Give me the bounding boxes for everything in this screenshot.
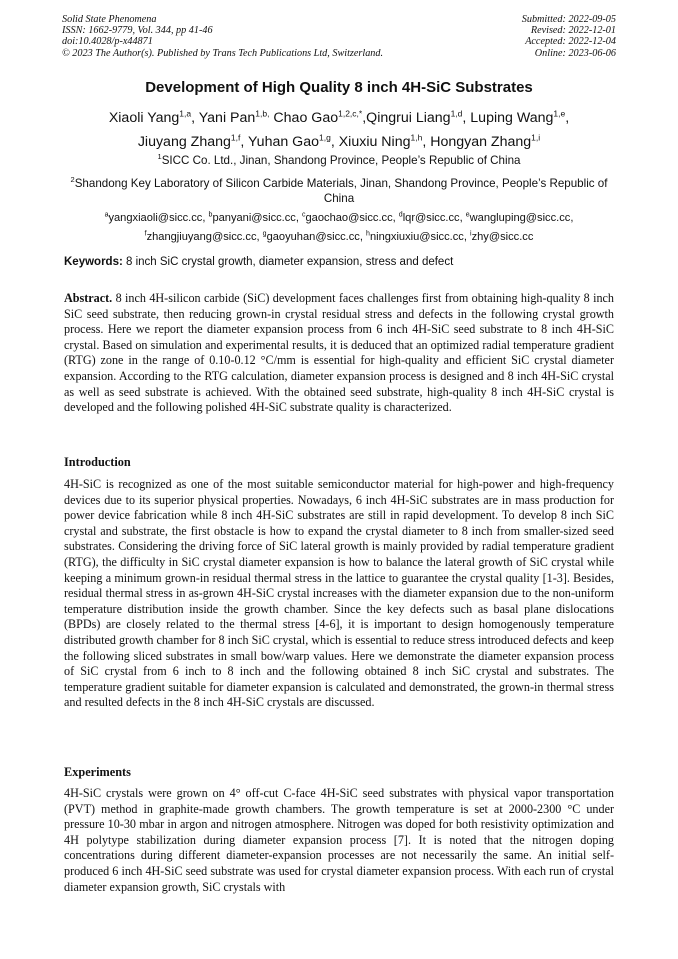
submitted-date: Submitted: 2022-09-05 [521,14,616,25]
experiments-paragraph: 4H-SiC crystals were grown on 4° off-cut C-face 4H-SiC seed substrates with physical vapor transportation (PVT) method in graphite-made growth chambers. The growth temperature is set at 2000-2300 °C under pressure 10-30 mbar in argon and nitrogen atmosphere. Nitrogen was doped for both resistivity optimization and 4H polytype stabilization during diameter expansion process [7]. It is noted that the nitrogen doping concentrations during different diameter-expansion processes are not necessarily the same. An initial self-produced 6 inch 4H-SiC seed substrate was used for crystal diameter expansion process. With each run of crystal diameter expansion growth, SiC crystals with [64,786,614,894]
journal-header-left [62,14,383,59]
author: Yani Pan$^{1,b,}$ [198,108,270,126]
affiliation-1: $^1$SICC Co. Ltd., Jinan, Shandong Province, People’s Republic of China [157,152,521,167]
journal-issn: ISSN: 1662-9779, Vol. 344, pp 41-46 [62,25,213,37]
email: $^g$gaoyuhan@sicc.cc, [262,230,367,243]
author: Qingrui Liang$^{1,d}$, [366,108,471,126]
author: Xiuxiu Ning$^{1,h}$, [338,132,431,150]
keywords-text: 8 inch SiC crystal growth, diameter expansion, stress and defect [126,256,454,268]
keywords [64,256,614,268]
author: Xiaoli Yang$^{1,a}$, [108,108,199,126]
revised-date: Revised: 2022-12-01 [530,25,616,37]
introduction-paragraph: 4H-SiC is recognized as one of the most suitable semiconductor material for high-power and high-frequency devices due to its superior physical properties. Nowadays, 6 inch 4H-SiC substrates are in mass production for power device fabrication while 8 inch 4H-SiC substrates are still in rapid development. To develop 8 inch SiC crystal and substrate, the first obstacle is how to expand the crystal diameter to 8 inch from smaller-sized seed substrates. Considering the driving force of SiC lateral growth is mainly provided by radial temperature gradient (RTG), the difficulty in SiC crystal diameter expansion is how to balance the lateral growth of SiC crystal while keeping a minimum grown-in residual thermal stress in the lattice to guarantee the crystal quality [1-3]. Besides, residual thermal stress in as-grown 4H-SiC crystal increases with the diameter expansion due to the non-uniform temperature distribution inside the growth chamber. Since the key defects such as basal plane dislocations (BPDs) are closely related to the thermal stress [4-6], it is important to design homogenously temperature distributed growth chamber for 8 inch SiC crystal, which is essential to reduce stress introduced defects and keep the following sliced substrates in small bow/warp values. Here we demonstrate the diameter expansion process of SiC crystal from 6 inch to 8 inch and the following obtained 8 inch SiC crystal and substrates. The temperature gradient suitable for diameter expansion is calculated and demonstrated, the grown-in thermal stress and resulted defects in the 8 inch 4H-SiC crystals are discussed. [64,477,614,710]
email: $^d$lqr@sicc.cc, [398,211,466,224]
author: Chao Gao$^{1,2,c,*}$, [273,108,367,126]
section-heading-experiments: Experiments [64,765,131,779]
journal-name: Solid State Phenomena [62,14,157,25]
email: $^i$zhy@sicc.cc [470,230,534,243]
email: $^e$wangluping@sicc.cc, [465,211,574,224]
author: Luping Wang$^{1,e}$, [470,108,570,126]
journal-header-right [522,14,616,59]
online-date: Online: 2023-06-06 [534,47,616,59]
section-heading-introduction: Introduction [64,455,131,469]
abstract-text: 8 inch 4H-silicon carbide (SiC) development faces challenges first from obtaining high-quality 8 inch SiC seed substrate, then reducing grown-in crystal residual stress and defects in the following crystal growth process. Here we report the diameter expansion process from 6 inch 4H-SiC seed substrate to 8 inch 4H-SiC crystal. Based on simulation and experimental results, it is deduced that an optimized radial temperature gradient (RTG) zone in the range of 0.10-0.12 °C/mm is essential for high-quality and efficient SiC crystal diameter expansion. According to the RTG calculation, diameter expansion process is designed and 8 inch 4H-SiC crystal as well as seed substrate is achieved. With the obtained seed substrate, high-quality 8 inch 4H-SiC crystal is developed and the following polished 4H-SiC substrate quality is characterized. [64,291,614,415]
email: $^h$ningxiuxiu@sicc.cc, [366,230,470,243]
email: $^c$gaochao@sicc.cc, [302,211,399,224]
email: $^f$zhangjiuyang@sicc.cc, [144,230,263,243]
email: $^a$yangxiaoli@sicc.cc, [104,211,209,224]
email-list [64,207,614,245]
affiliation-2: $^2$Shandong Key Laboratory of Silicon Carbide Materials, Jinan, Shandong Province, People’s Republic of China [70,175,608,206]
journal-doi: doi:10.4028/p-x44871 [62,36,153,48]
keywords-label: Keywords: [64,256,123,268]
paper-title: Development of High Quality 8 inch 4H-SiC Substrates [145,79,533,96]
email: $^b$panyani@sicc.cc, [208,211,303,224]
abstract-label: Abstract. [64,291,113,305]
accepted-date: Accepted: 2022-12-04 [525,36,616,48]
author: Jiuyang Zhang$^{1,f}$, [137,132,248,150]
abstract [64,291,614,416]
author-list [64,104,614,152]
copyright-line: © 2023 The Author(s). Published by Trans Tech Publications Ltd, Switzerland. [62,47,384,59]
author: Hongyan Zhang$^{1,i}$ [430,132,541,150]
author: Yuhan Gao$^{1,g}$, [248,132,339,150]
